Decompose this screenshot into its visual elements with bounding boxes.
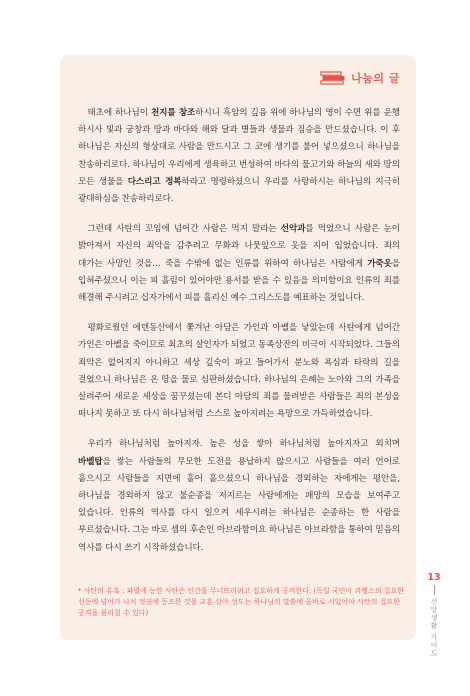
header <box>320 70 400 86</box>
emphasis-span: 다스리고 정복 <box>127 176 182 187</box>
text-span: 을 쌓는 사람들의 무모한 도전을 용납하지 않으시고 사람들을 여러 언어로 흩으시고 사람들을 지면에 흩어 흩으셨으니 하나님을 경외하는 자에게는 평안을, 하나님을 경외하지 않고 불순종을 저지르는 사람에게는 패망의 모습을 보여주고 있습니다. 인류의 역사를 다시 일으켜 세우시려는 하나님은 순종하는 한 사람을 부르셨습니다. 그는 바로 셈의 후손인 아브라함이요 하나님은 아브라함을 통하여 믿음의 역사를 다시 쓰기 시작하셨습니다. <box>78 456 400 553</box>
text-span: 을 입혀주셨으니 이는 피 흘림이 있어야만 용서를 받을 수 있음을 의미함이요 인류의 죄를 해결해 주시려고 십자가에서 피를 흘리신 예수 그리스도를 예표하는 것입니다. <box>78 258 400 304</box>
page-card <box>60 55 416 640</box>
emphasis-span: 천지를 창조 <box>150 108 196 118</box>
paragraph-fall <box>78 221 400 307</box>
emphasis-span: 선악과 <box>280 224 306 235</box>
paragraph-creation <box>78 105 400 208</box>
book-stack-icon <box>320 70 346 86</box>
page-side <box>424 572 444 661</box>
text-span: 우리가 하나님처럼 높아지자. 높은 성을 쌓아 하나님처럼 높아지자고 외치며 <box>87 439 400 450</box>
text-span: 평화로웠던 에덴동산에서 쫓겨난 아담은 가인과 아벨을 낳았는데 사탄에게 넘어간 가인은 아벨을 죽이므로 최초의 살인자가 되었고 동족상잔의 비극이 시작되었다. 그들의 죄악은 없어지지 아니하고 세상 깊숙이 파고 들어가서 분노와 욕심과 타락의 길을 걸었으니 하나님은 온 땅을 물로 심판하셨습니다. 하나님의 은혜는 노아와 그의 가족을 살려주어 새로운 세상을 꿈꾸셨는데 본디 아담의 죄를 물려받은 사람들은 죄의 본성을 떠나지 못하고 또 다시 하나님처럼 스스로 높아지려는 욕망으로 가득하였습니다. <box>78 323 400 420</box>
text-span: 태초에 하나님이 <box>87 108 151 118</box>
paragraph-babel <box>78 436 400 556</box>
paragraph-flood <box>78 320 400 423</box>
text-span: 하라고 명령하셨으니 우리를 사랑하시는 하나님의 지극히 광대하심을 찬송하리로다. <box>78 176 401 205</box>
emphasis-span: 바벨탑 <box>78 456 103 467</box>
body-text <box>78 105 400 570</box>
section-label: 신앙생활 가이드 <box>430 598 438 658</box>
text-span: 하시니 흑암의 깊음 위에 하나님의 영이 수면 위를 운행 하시사 빛과 궁창과 땅과 바다와 해와 달과 별들과 생물과 짐승을 만드셨습니다. 이 후 하나님은 자신의 형상대로 사람을 만드시고 그 코에 생기를 불어 넣으셨으니 하나님을 찬송하리로다. 하나님이 우리에게 생육하고 번성하여 바다의 물고기와 하늘의 새와 땅의 모든 생물을 <box>78 108 400 187</box>
emphasis-span: 가죽옷 <box>367 258 392 269</box>
side-divider <box>434 585 435 595</box>
footnote: * 사탄의 유혹 : 파멸에 능한 사탄은 인간을 무너뜨리려고 집요하게 공격한다. (독일 국민이 괴벨스의 집요한 선동에 넘어가 나치 정권에 동조한 것을 교훈 삼아 성도는 하나님의 말씀에 올바로 서있어야 사탄의 집요한 공격을 물리칠 수 있다) <box>78 587 404 618</box>
header-title: 나눔의 글 <box>351 72 400 85</box>
text-span: 를 먹었으니 사람은 눈이 밝아져서 자신의 죄악을 감추려고 무화과 나뭇잎으로 옷을 지어 입었습니다. 죄의 대가는 사망인 것을… 죽을 수밖에 없는 인류를 위하여 하나님은 사람에게 <box>78 224 400 269</box>
page-number: 13 <box>427 572 441 583</box>
text-span: 그런데 사탄의 꼬임에 넘어간 사람은 먹지 말라는 <box>87 224 281 235</box>
